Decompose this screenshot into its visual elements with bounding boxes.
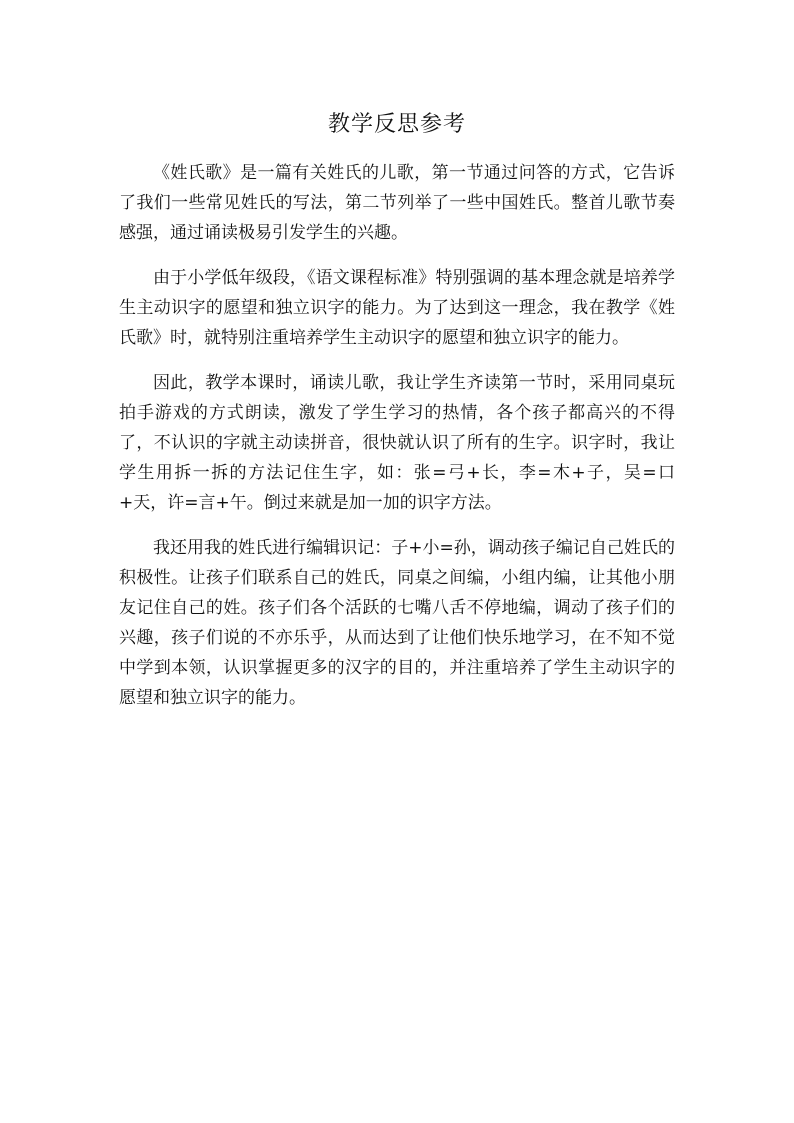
document-title: 教学反思参考: [327, 112, 466, 137]
paragraph-4: 我还用我的姓氏进行编辑识记：子+小=孙，调动孩子编记自己姓氏的积极性。让孩子们联系自己的姓氏，同桌之间编，小组内编，让其他小朋友记住自己的姓。孩子们各个活跃的七嘴八舌不停地编，调动了孩子们的兴趣，孩子们说的不亦乐乎，从而达到了让他们快乐地学习，在不知不觉中学到本领，认识掌握更多的汉字的目的，并注重培养了学生主动识字的愿望和独立识字的能力。: [119, 538, 675, 708]
paragraph-2: 由于小学低年级段，《语文课程标准》特别强调的基本理念就是培养学生主动识字的愿望和独立识字的能力。为了达到这一理念，我在教学《姓氏歌》时，就特别注重培养学生主动识字的愿望和独立识字的能力。: [119, 268, 675, 348]
paragraph-3: 因此，教学本课时，诵读儿歌，我让学生齐读第一节时，采用同桌玩拍手游戏的方式朗读，激发了学生学习的热情，各个孩子都高兴的不得了，不认识的字就主动读拼音，很快就认识了所有的生字。识字时，我让学生用拆一拆的方法记住生字，如：张=弓+长，李=木+子，吴=口+天，许=言+午。倒过来就是加一加的识字方法。: [119, 373, 675, 513]
document-body: [119, 158, 675, 728]
paragraph-1: 《姓氏歌》是一篇有关姓氏的儿歌，第一节通过问答的方式，它告诉了我们一些常见姓氏的写法，第二节列举了一些中国姓氏。整首儿歌节奏感强，通过诵读极易引发学生的兴趣。: [119, 163, 675, 243]
